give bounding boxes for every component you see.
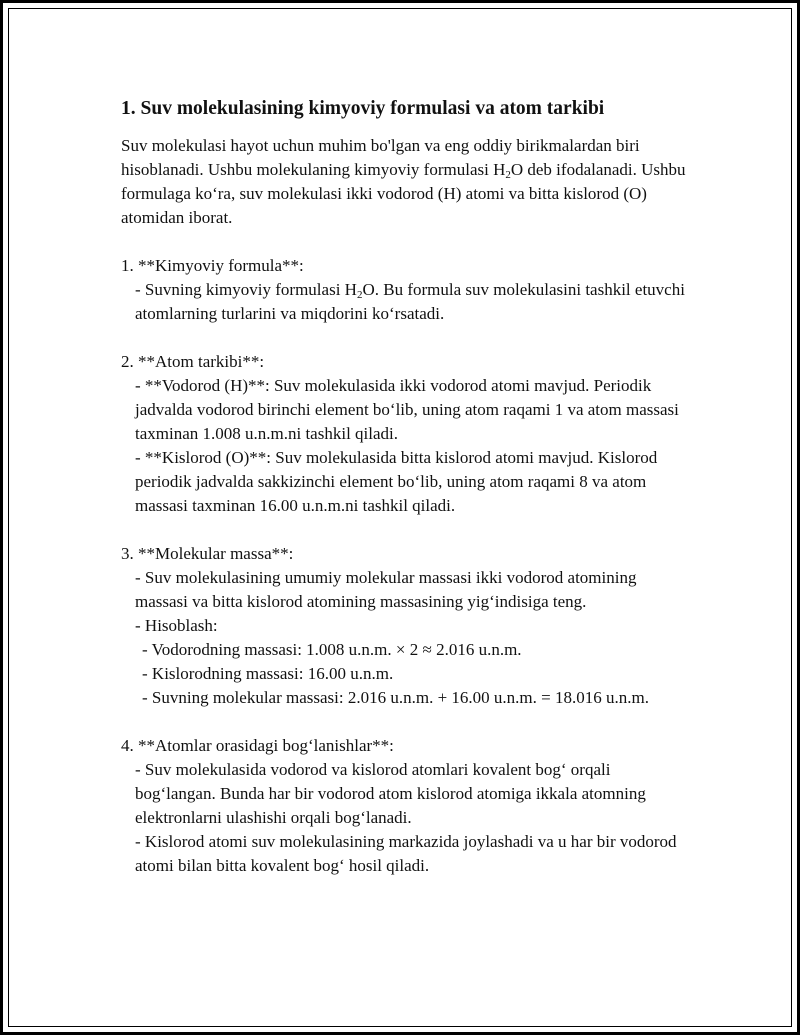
intro-text-a: Suv molekulasi hayot uchun muhim bo'lgan va eng oddiy birikmalardan biri hisoblanadi. Ushbu molekulaning kimyoviy formulasi H xyxy=(121,136,640,179)
spacer xyxy=(121,230,691,254)
section-3-calc-hydrogen: - Vodorodning massasi: 1.008 u.n.m. × 2 ≈ 2.016 u.n.m. xyxy=(142,640,522,659)
section-2-hydrogen: - **Vodorod (H)**: Suv molekulasida ikki vodorod atomi mavjud. Periodik jadvalda vodorod birinchi element boʻlib, uning atom raqami 1 va atom massasi taxminan 1.008 u.n.m.ni tashkil qiladi. xyxy=(135,376,679,443)
section-3-calc-total: - Suvning molekular massasi: 2.016 u.n.m. + 16.00 u.n.m. = 18.016 u.n.m. xyxy=(142,688,649,707)
intro-text-b: O deb ifodalanadi. Ushbu formulaga koʻra, suv molekulasi ikki vodorod (H) atomi va bitta kislorod (O) atomidan iborat. xyxy=(121,160,686,227)
intro-subscript: 2 xyxy=(505,169,511,181)
section-4-title: 4. **Atomlar orasidagi bogʻlanishlar**: xyxy=(121,736,394,755)
s1-text-a: - Suvning kimyoviy formulasi H xyxy=(135,280,357,299)
heading: 1. Suv molekulasining kimyoviy formulasi va atom tarkibi xyxy=(121,98,605,119)
spacer xyxy=(121,710,691,734)
section-2-oxygen: - **Kislorod (O)**: Suv molekulasida bitta kislorod atomi mavjud. Kislorod periodik jadvalda sakkizinchi element boʻlib, uning atom raqami 8 va atom massasi taxminan 16.00 u.n.m.ni tashkil qiladi. xyxy=(135,448,658,515)
section-4-bond-2: - Kislorod atomi suv molekulasining markazida joylashadi va u har bir vodorod atomi bilan bitta kovalent bogʻ hosil qiladi. xyxy=(135,832,677,875)
section-1-text xyxy=(121,278,691,326)
section-1-title: 1. **Kimyoviy formula**: xyxy=(121,256,304,275)
s1-text-b: O. Bu formula suv molekulasini tashkil etuvchi atomlarning turlarini va miqdorini koʻrsatadi. xyxy=(135,280,685,323)
s1-subscript: 2 xyxy=(356,289,363,301)
section-4-bond-1: - Suv molekulasida vodorod va kislorod atomlari kovalent bogʻ orqali bogʻlangan. Bunda har bir vodorod atom kislorod atomiga ikkala atomning elektronlarni ulashishi orqali bogʻlanadi. xyxy=(135,760,646,827)
section-2-title: 2. **Atom tarkibi**: xyxy=(121,352,265,371)
section-3-title: 3. **Molekular massa**: xyxy=(121,544,294,563)
section-3-calc-label: - Hisoblash: xyxy=(135,616,218,635)
section-3-intro: - Suv molekulasining umumiy molekular massasi ikki vodorod atomining massasi va bitta kislorod atomining massasining yigʻindisiga teng. xyxy=(135,568,637,611)
document-body xyxy=(121,95,691,878)
spacer xyxy=(121,326,691,350)
intro-paragraph xyxy=(121,134,691,230)
spacer xyxy=(121,518,691,542)
section-3-calc-oxygen: - Kislorodning massasi: 16.00 u.n.m. xyxy=(142,664,394,683)
